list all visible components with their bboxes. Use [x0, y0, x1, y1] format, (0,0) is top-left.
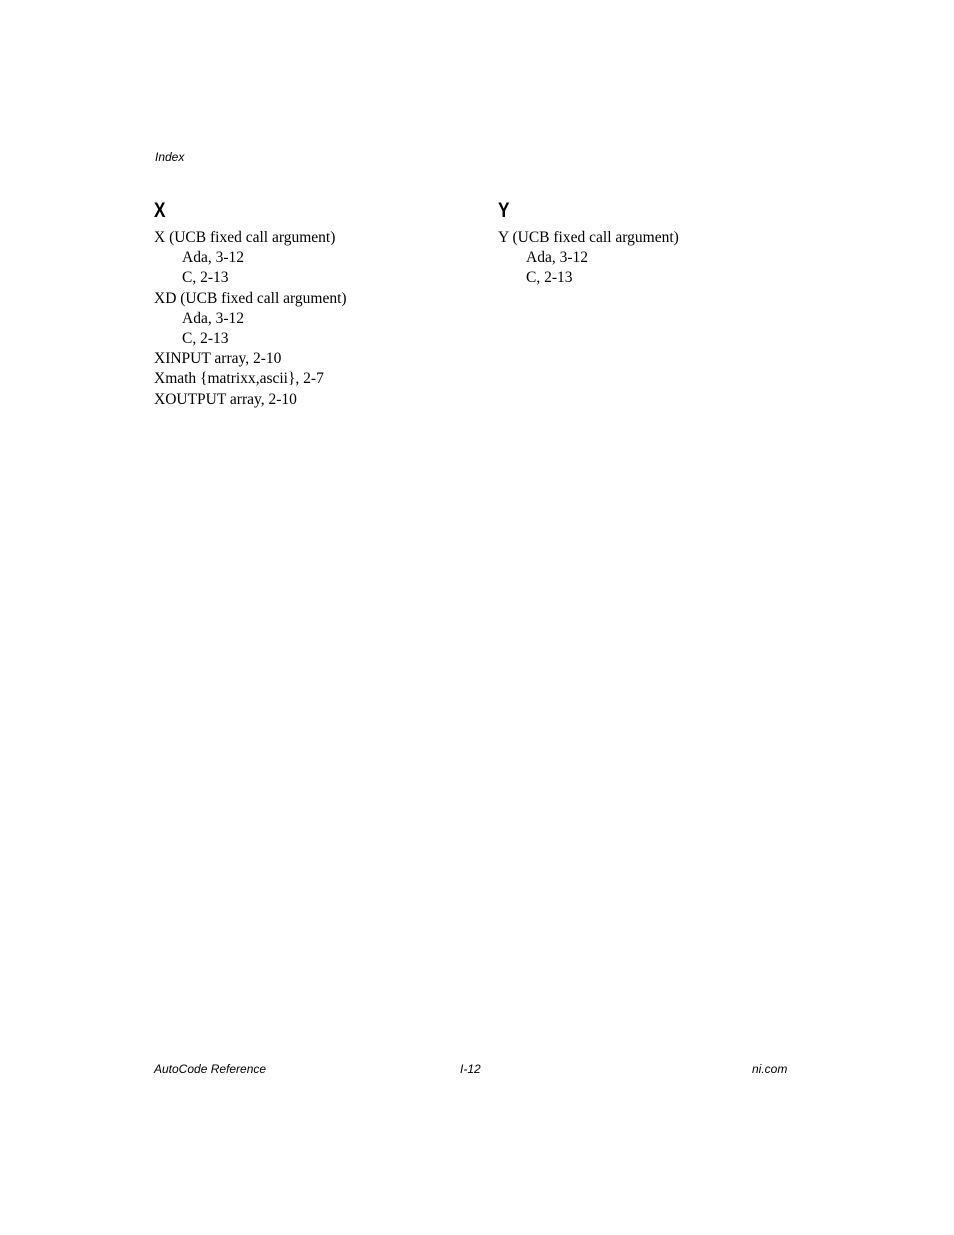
footer-book-title: AutoCode Reference — [154, 1062, 267, 1076]
index-entry: Xmath {matrixx,ascii}, 2-7 — [154, 370, 324, 388]
index-subentry: C, 2-13 — [526, 269, 573, 287]
section-heading-y: Y — [498, 199, 510, 222]
footer-page-number: I-12 — [460, 1062, 481, 1076]
index-entry: X (UCB fixed call argument) — [154, 229, 336, 246]
index-entry: XINPUT array, 2-10 — [154, 350, 282, 368]
section-heading-x: X — [154, 199, 166, 222]
index-subentry: Ada, 3-12 — [526, 249, 588, 267]
index-entry: Y (UCB fixed call argument) — [498, 229, 679, 246]
running-header: Index — [155, 150, 185, 164]
index-entry: XOUTPUT array, 2-10 — [154, 390, 297, 408]
footer-website: ni.com — [752, 1062, 788, 1076]
index-subentry: Ada, 3-12 — [182, 249, 244, 267]
index-column-x — [154, 197, 454, 410]
index-column-y — [498, 197, 798, 289]
index-subentry: C, 2-13 — [182, 269, 229, 287]
index-entry: XD (UCB fixed call argument) — [154, 289, 347, 307]
index-subentry: C, 2-13 — [182, 330, 229, 348]
index-subentry: Ada, 3-12 — [182, 309, 244, 327]
